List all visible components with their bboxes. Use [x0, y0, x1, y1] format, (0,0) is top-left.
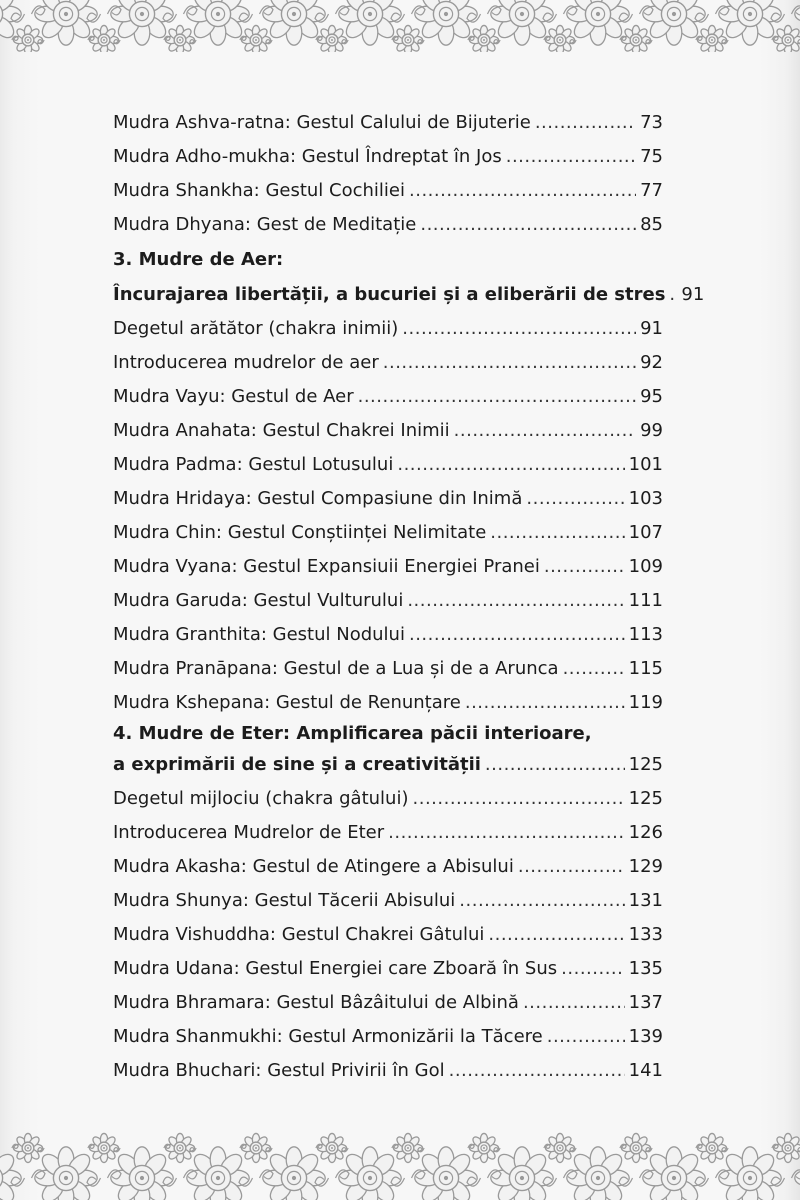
toc-page-number: 109 — [628, 556, 663, 577]
small-flower-icon — [392, 1133, 424, 1162]
toc-entry — [113, 918, 663, 952]
toc-page-number: 113 — [628, 624, 663, 645]
small-flower-icon — [240, 25, 272, 52]
toc-page-number: 91 — [640, 318, 663, 339]
bottom-lotus-pattern — [0, 1122, 800, 1200]
toc-page-number: 131 — [628, 890, 663, 911]
toc-entry-title: Mudra Bhuchari: Gestul Privirii în Gol — [113, 1060, 445, 1081]
toc-page-number: 111 — [628, 590, 663, 611]
small-flower-icon — [468, 1133, 500, 1162]
toc-entry — [113, 686, 663, 720]
toc-entry — [113, 850, 663, 884]
toc-entry — [113, 278, 705, 312]
top-ornamental-border — [0, 0, 800, 52]
top-lotus-pattern — [0, 0, 800, 52]
toc-page-number: 85 — [640, 214, 663, 235]
dot-leader — [544, 550, 625, 584]
toc-page-number: 77 — [640, 180, 663, 201]
lotus-flower-icon — [108, 1147, 177, 1200]
small-flower-icon — [240, 1133, 272, 1162]
toc-entry-title: Mudra Padma: Gestul Lotusului — [113, 454, 394, 475]
dot-leader — [506, 140, 636, 174]
dot-leader — [383, 346, 636, 380]
small-flower-icon — [544, 1133, 576, 1162]
toc-page-number: 91 — [681, 284, 705, 305]
toc-entry — [113, 550, 663, 584]
toc-entry — [113, 346, 663, 380]
toc-entry-title: Degetul arătător (chakra inimii) — [113, 318, 399, 339]
toc-entry-title: Mudra Shankha: Gestul Cochiliei — [113, 180, 405, 201]
toc-entry — [113, 816, 663, 850]
toc-entry — [113, 748, 663, 782]
lotus-flower-icon — [260, 1147, 329, 1200]
toc-entry-title: Mudra Akasha: Gestul de Atingere a Abisului — [113, 856, 514, 877]
small-flower-icon — [468, 25, 500, 52]
bottom-ornamental-border — [0, 1122, 800, 1200]
toc-entry-title: Mudra Pranāpana: Gestul de a Lua și de a Arunca — [113, 658, 559, 679]
dot-leader — [561, 952, 624, 986]
toc-entry — [113, 652, 663, 686]
toc-entry-title: Mudra Kshepana: Gestul de Renunțare — [113, 692, 461, 713]
toc-entry-title: 3. Mudre de Aer: — [113, 249, 284, 270]
toc-entry-title: Introducerea Mudrelor de Eter — [113, 822, 385, 843]
toc-entry — [113, 986, 663, 1020]
toc-entry — [113, 584, 663, 618]
toc-page-number: 137 — [628, 992, 663, 1013]
toc-entry — [113, 208, 663, 242]
lotus-flower-icon — [564, 1147, 633, 1200]
toc-section-heading — [113, 720, 663, 748]
toc-entry — [113, 380, 663, 414]
toc-entry-title: Mudra Adho-mukha: Gestul Îndreptat în Jos — [113, 146, 502, 167]
toc-page-number: 119 — [628, 692, 663, 713]
toc-entry — [113, 884, 663, 918]
dot-leader — [449, 1054, 625, 1088]
toc-entry — [113, 140, 663, 174]
toc-page-number: 126 — [628, 822, 663, 843]
toc-page-number: 73 — [640, 112, 663, 133]
small-flower-icon — [88, 1133, 120, 1162]
toc-entry — [113, 782, 663, 816]
toc-entry-title: 4. Mudre de Eter: Amplificarea păcii interioare, — [113, 723, 592, 744]
dot-leader — [563, 652, 625, 686]
dot-leader — [459, 884, 624, 918]
toc-entry-title: Introducerea mudrelor de aer — [113, 352, 379, 373]
toc-entry — [113, 618, 663, 652]
dot-leader — [490, 516, 624, 550]
toc-page-number: 139 — [628, 1026, 663, 1047]
toc-entry — [113, 482, 663, 516]
toc-entry-title: Mudra Anahata: Gestul Chakrei Inimii — [113, 420, 450, 441]
toc-entry-title: Mudra Dhyana: Gest de Meditație — [113, 214, 417, 235]
lotus-flower-icon — [336, 1147, 405, 1200]
toc-page-number: 101 — [628, 454, 663, 475]
small-flower-icon — [88, 25, 120, 52]
toc-page-number: 95 — [640, 386, 663, 407]
dot-leader — [454, 414, 636, 448]
lotus-flower-icon — [412, 1147, 481, 1200]
small-flower-icon — [620, 25, 652, 52]
toc-page-number: 115 — [628, 658, 663, 679]
lotus-flower-icon — [488, 1147, 557, 1200]
small-flower-icon — [316, 1133, 348, 1162]
toc-page-number: 92 — [640, 352, 663, 373]
small-flower-icon — [12, 1133, 44, 1162]
toc-entry-title: Încurajarea libertății, a bucuriei și a eliberării de stres — [113, 284, 666, 305]
toc-page-number: 99 — [640, 420, 663, 441]
small-flower-icon — [316, 25, 348, 52]
dot-leader — [413, 782, 625, 816]
toc-entry — [113, 312, 663, 346]
toc-entry — [113, 414, 663, 448]
toc-entry-title: a exprimării de sine și a creativității — [113, 754, 481, 775]
lotus-flower-icon — [184, 1147, 253, 1200]
dot-leader — [402, 312, 636, 346]
dot-leader — [488, 918, 624, 952]
toc-page-number: 129 — [628, 856, 663, 877]
dot-leader — [409, 618, 625, 652]
dot-leader — [547, 1020, 625, 1054]
dot-leader — [358, 380, 637, 414]
small-flower-icon — [772, 25, 800, 52]
dot-leader — [409, 174, 636, 208]
toc-entry-title: Mudra Granthita: Gestul Nodului — [113, 624, 405, 645]
small-flower-icon — [772, 1133, 800, 1162]
toc-page-number: 75 — [640, 146, 663, 167]
toc-entry-title: Mudra Shanmukhi: Gestul Armonizării la Tăcere — [113, 1026, 543, 1047]
small-flower-icon — [164, 25, 196, 52]
toc-entry-title: Mudra Shunya: Gestul Tăcerii Abisului — [113, 890, 456, 911]
dot-leader — [388, 816, 625, 850]
toc-page-number: 135 — [628, 958, 663, 979]
dot-leader — [485, 748, 625, 782]
small-flower-icon — [12, 25, 44, 52]
toc-entry — [113, 106, 663, 140]
lotus-flower-icon — [640, 1147, 709, 1200]
small-flower-icon — [696, 25, 728, 52]
toc-entry-title: Mudra Hridaya: Gestul Compasiune din Inimă — [113, 488, 523, 509]
toc-entry — [113, 448, 663, 482]
dot-leader — [465, 686, 625, 720]
toc-page-number: 103 — [628, 488, 663, 509]
dot-leader — [535, 106, 636, 140]
toc-page-number: 125 — [628, 788, 663, 809]
toc-entry-title: Mudra Chin: Gestul Conștiinței Nelimitate — [113, 522, 487, 543]
toc-page-number: 141 — [628, 1060, 663, 1081]
toc-entry-title: Mudra Udana: Gestul Energiei care Zboară în Sus — [113, 958, 558, 979]
dot-leader — [523, 986, 625, 1020]
small-flower-icon — [696, 1133, 728, 1162]
dot-leader — [526, 482, 624, 516]
toc-page-number: 107 — [628, 522, 663, 543]
dot-leader — [397, 448, 624, 482]
small-flower-icon — [620, 1133, 652, 1162]
toc-entry — [113, 1020, 663, 1054]
small-flower-icon — [392, 25, 424, 52]
small-flower-icon — [164, 1133, 196, 1162]
toc-entry-title: Mudra Ashva-ratna: Gestul Calului de Bijuterie — [113, 112, 531, 133]
dot-leader — [518, 850, 625, 884]
toc-entry-title: Mudra Vyana: Gestul Expansiuii Energiei Pranei — [113, 556, 540, 577]
toc-entry-title: Mudra Vayu: Gestul de Aer — [113, 386, 354, 407]
toc-entry — [113, 516, 663, 550]
lotus-flower-icon — [32, 1147, 101, 1200]
toc-entry-title: Degetul mijlociu (chakra gâtului) — [113, 788, 409, 809]
toc-section-heading — [113, 242, 663, 278]
dot-leader — [669, 278, 677, 312]
toc-entry-title: Mudra Vishuddha: Gestul Chakrei Gâtului — [113, 924, 485, 945]
toc-page-number: 125 — [628, 754, 663, 775]
dot-leader — [407, 584, 624, 618]
lotus-flower-icon — [716, 1147, 785, 1200]
toc-page-number: 133 — [628, 924, 663, 945]
small-flower-icon — [544, 25, 576, 52]
table-of-contents — [113, 106, 705, 1088]
dot-leader — [420, 208, 636, 242]
toc-entry — [113, 1054, 663, 1088]
toc-entry — [113, 952, 663, 986]
toc-entry — [113, 174, 663, 208]
toc-entry-title: Mudra Garuda: Gestul Vulturului — [113, 590, 404, 611]
toc-entry-title: Mudra Bhramara: Gestul Bâzâitului de Albină — [113, 992, 519, 1013]
